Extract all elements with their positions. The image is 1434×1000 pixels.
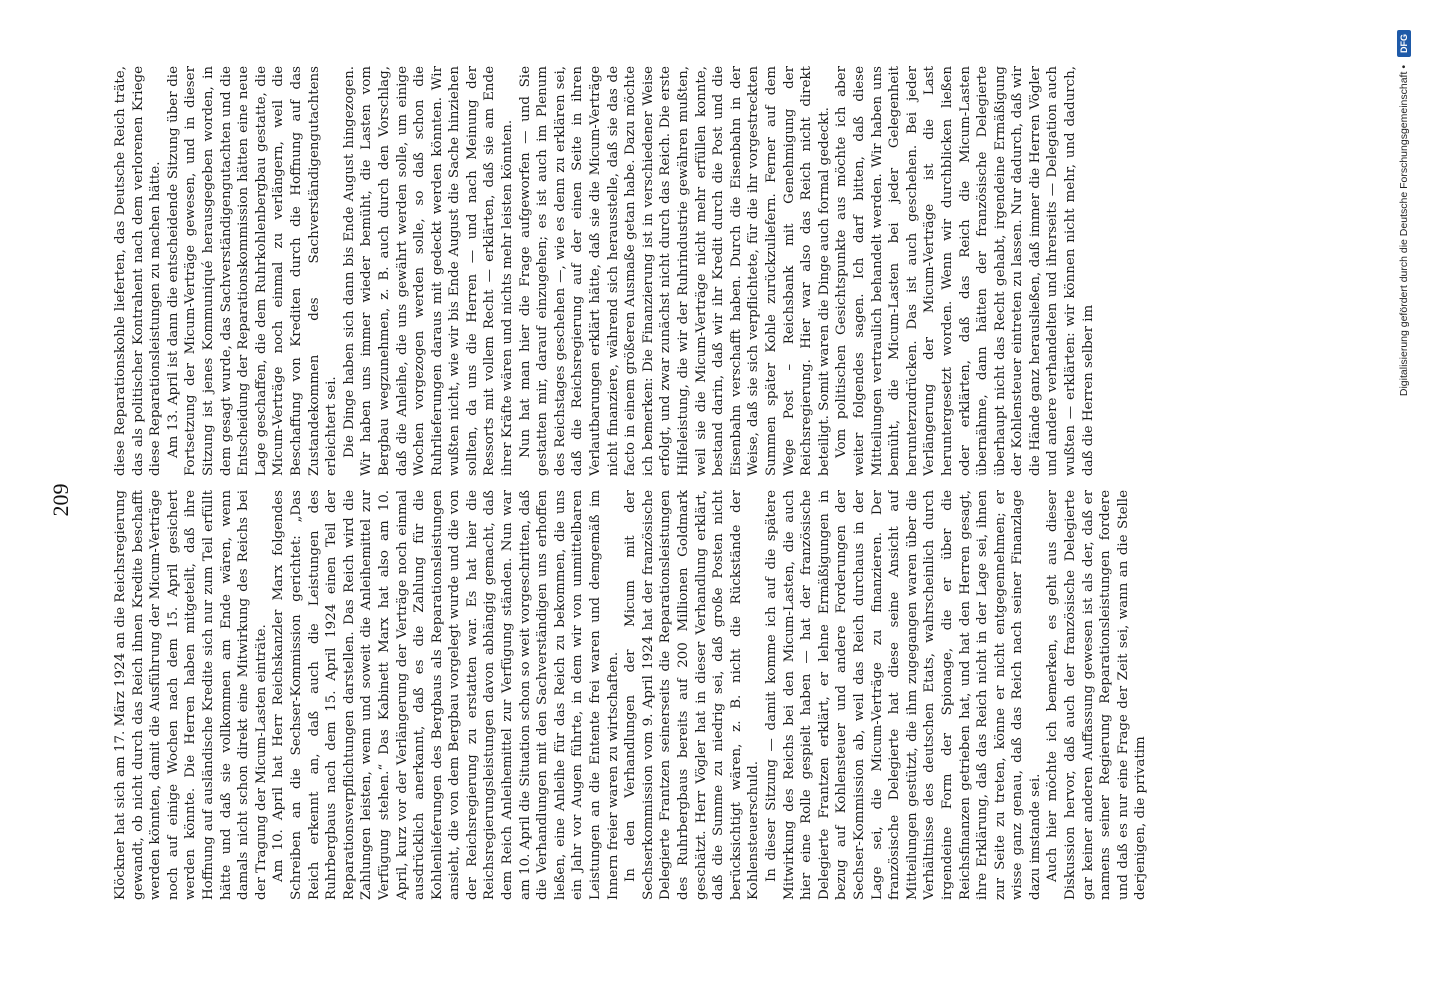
left-column	[112, 490, 1277, 900]
digitization-credit	[1390, 30, 1418, 970]
paragraph: Am 10. April hat Herr Reichskanzler Marx folgendes Schreiben an die Sechser-Kommission gerichtet: „Das Reich erkennt an, daß auch die Leistungen des Ruhrbergbaus nach dem 15. April 1924 einen Teil der Reparationsverpflichtungen darstellen. Das Reich wird die Zahlungen leisten, wenn und soweit die Anleihemittel zur Verfügung stehen.“ Das Kabinett Marx hat also am 10. April, kurz vor der Verlängerung der Verträge noch einmal ausdrücklich anerkannt, daß es die Zahlung für die Kohlenlieferungen des Bergbaus als Reparationsleistungen ansieht, die von dem Bergbau vorgelegt wurde und die von der Reichsregierung zu erstatten war. Es hat hier die Reichsregierungsleistungen davon abhängig gemacht, daß dem Reich Anleihemittel zur Verfügung ständen. Nun war am 10. April die Situation schon so weit vorgeschritten, daß die Verhandlungen mit den Sachverständigen uns erhoffen ließen, eine Anleihe für das Reich zu bekommen, die uns ein Jahr vor Augen führte, in dem wir von unmittelbaren Leistungen an die Entente frei waren und demgemäß im Innern freier waren zu wirtschaften.	[271, 490, 621, 900]
credit-text: Digitalisierung gefördert durch die Deutsche Forschungsgemeinschaft •	[1398, 65, 1410, 397]
dfg-logo: DFG	[1397, 30, 1411, 57]
paragraph: Nun hat man hier die Frage aufgeworfen — und Sie gestatten mir, darauf einzugehen; es ist auch im Plenum des Reichstages geschehen —, wie es denn zu erklären sei, daß die Reichsregierung auf der einen Seite in ihren Verlautbarungen erklärt hätte, daß sie die Micum-Verträge nicht finanziere, während sich herausstelle, daß sie das de facto in einem größeren Ausmaße getan habe. Dazu möchte ich bemerken: Die Finanzierung ist in verschiedener Weise erfolgt, und zwar zunächst nicht durch das Reich. Die erste Hilfeleistung, die wir der Ruhrindustrie gewähren mußten, weil sie die Micum-Verträge nicht mehr erfüllen konnte, bestand darin, daß wir ihr Kredit durch die Post und die Eisenbahn verschafft haben. Durch die Eisenbahn in der Weise, daß sie sich verpflichtete, für die ihr vorgestreckten Summen später Kohle zurückzuliefern. Ferner auf dem Wege Post – Reichsbank mit Genehmigung der Reichsregierung. Hier war also das Reich nicht direkt beteiligt. Somit waren die Dinge auch formal gedeckt.	[517, 66, 832, 476]
paragraph: Am 13. April ist dann die entscheidende Sitzung über die Fortsetzung der Micum-Verträge gewesen, und in dieser Sitzung ist jenes Kommuniqué herausgegeben worden, in dem gesagt wurde, das Sachverständigengutachten und die Entscheidung der Reparationskommission hätten eine neue Lage geschaffen, die dem Ruhrkohlenbergbau gestatte, die Micum-Verträge noch einmal zu verlängern, weil die Beschaffung von Krediten durch die Hoffnung auf das Zustandekommen des Sachverständigengutachtens erleichtert sei.	[165, 66, 340, 476]
paragraph: In den Verhandlungen der Micum mit der Sechserkommission vom 9. April 1924 hat der französische Delegierte Frantzen seinerseits die Reparationsleistungen des Ruhrbergbaus bereits auf 200 Millionen Goldmark geschätzt. Herr Vögler hat in dieser Verhandlung erklärt, daß die Summe zu niedrig sei, daß große Posten nicht berücksichtigt wären, z. B. nicht die Rückstände der Kohlensteuerschuld.	[623, 490, 762, 900]
paragraph: diese Reparationskohle lieferten, das Deutsche Reich träte, das als politischer Kontrahent nach dem verlorenen Kriege diese Reparationsleistungen zu machen hätte.	[113, 66, 164, 476]
paragraph: Auch hier möchte ich bemerken, es geht aus dieser Diskussion hervor, daß auch der französische Delegierte gar keiner anderen Auffassung gewesen ist als der, daß er namens seiner Regierung Reparationsleistungen fordere und daß es nur eine Frage der Zeit sei, wann an die Stelle derjenigen, die privatim	[1045, 490, 1149, 900]
paragraph: Die Dinge haben sich dann bis Ende August hingezogen. Wir haben uns immer wieder bemüht, die Lasten vom Bergbau wegzunehmen, z. B. auch durch den Vorschlag, daß die Anleihe, die uns gewährt werden solle, um einige Wochen vorgezogen werden solle, so daß schon die Ruhrlieferungen daraus mit gedeckt werden könnten. Wir wußten nicht, wie wir bis Ende August die Sache hinziehen sollten, da uns die Herren — und nach Meinung der Ressorts mit vollem Recht — erklärten, daß sie am Ende ihrer Kräfte wären und nichts mehr leisten könnten.	[341, 66, 516, 476]
paragraph: Klöckner hat sich am 17. März 1924 an die Reichsregierung gewandt, ob nicht durch das Reich ihnen Kredite beschafft werden könnten, damit die Ausführung der Micum-Verträge noch auf einige Wochen nach dem 15. April gesichert werden könnte. Die Herren haben mitgeteilt, daß ihre Hoffnung auf ausländische Kredite sich nur zum Teil erfüllt hätte und daß sie vollkommen am Ende wären, wenn damals nicht schon direkt eine Mitwirkung des Reichs bei der Tragung der Micum-Lasten einträte.	[113, 490, 269, 900]
paragraph: Vom politischen Gesichtspunkte aus möchte ich aber weiter folgendes sagen. Ich darf bitten, daß diese Mitteilungen vertraulich behandelt werden. Wir haben uns bemüht, die Micum-Lasten bei jeder Gelegenheit herunterzudrücken. Das ist auch geschehen. Bei jeder Verlängerung der Micum-Verträge ist die Last heruntergesetzt worden. Wenn wir durchblicken ließen oder erklärten, daß das Reich die Micum-Lasten übernähme, dann hätten der französische Delegierte überhaupt nicht das Recht gehabt, irgendeine Ermäßigung der Kohlensteuer eintreten zu lassen. Nur dadurch, daß wir die Hände ganz herausließen, daß immer die Herren Vögler und andere verhandelten und ihrerseits — Delegation auch wußten — erklärten: wir können nicht mehr, und dadurch, daß die Herren selber im	[834, 66, 1096, 476]
right-column	[112, 66, 1277, 476]
paragraph: In dieser Sitzung — damit komme ich auf die spätere Mitwirkung des Reichs bei den Micum-Lasten, die auch hier eine Rolle gespielt haben — hat der französische Delegierte Frantzen erklärt, er lehne Ermäßigungen in bezug auf Kohlensteuer und andere Forderungen der Sechser-Kommission ab, weil das Reich durchaus in der Lage sei, die Micum-Verträge zu finanzieren. Der französische Delegierte hat diese seine Ansicht auf Mitteilungen gestützt, die ihm zugegangen waren über die Verhältnisse des deutschen Etats, wahrscheinlich durch irgendeine Form der Spionage, die er über die Reichsfinanzen getrieben hat, und hat den Herren gesagt, ihre Erklärung, daß das Reich nicht in der Lage sei, ihnen zur Seite zu treten, könne er nicht entgegennehmen; er wisse ganz genau, daß das Reich nach seiner Finanzlage dazu imstande sei.	[763, 490, 1043, 900]
page-number: 209	[48, 483, 73, 517]
